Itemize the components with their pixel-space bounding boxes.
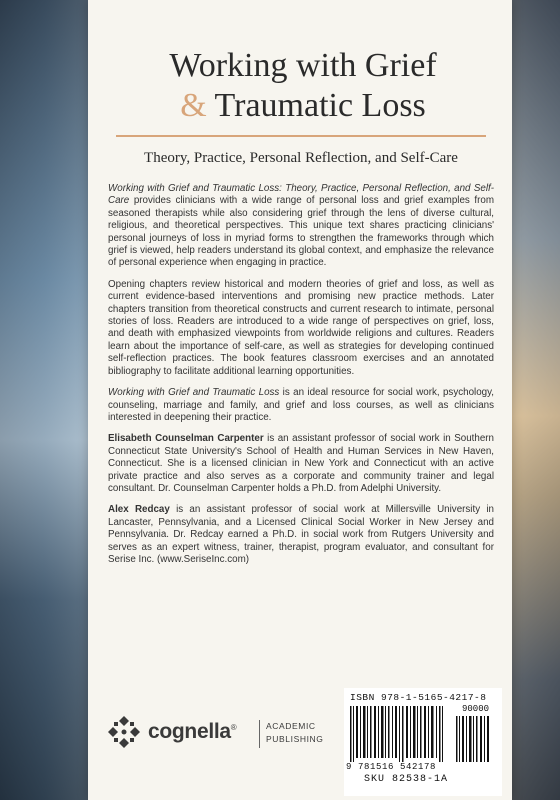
division-line-1: ACADEMIC <box>266 721 316 731</box>
title-line-1: Working with Grief <box>169 47 437 84</box>
title-line-2 <box>108 86 498 126</box>
description-paragraph <box>108 183 494 270</box>
registered-mark: ® <box>230 723 237 732</box>
description-text: is an ideal resource for social work, psychology, counseling, marriage and family, and grief and loss courses, as well as clinicians interested in deepening their practice. <box>108 387 494 423</box>
book-title-italic: Working with Grief and Traumatic Loss: Theory, Practice, Personal Reflection, and Self-Care <box>108 183 494 207</box>
barcode-addon: 90000 <box>462 704 490 714</box>
publisher-division <box>266 720 336 746</box>
description-text: provides clinicians with a wide range of personal loss and grief examples from seasoned therapists while also considering grief through the lens of diverse cultural, religious, and theoretical perspectives. This unique text shares practicing clinicians' personal journeys of loss in myriad forms to strengthen the frameworks through which grief is viewed, help readers understand its global context, and emphasize the relevance of personal experience when engaging in practice. <box>108 195 494 269</box>
publisher-name-text: cognella <box>148 720 231 743</box>
cognella-mark-icon <box>106 714 142 750</box>
description-paragraph <box>108 387 494 424</box>
publisher-logo <box>106 714 324 754</box>
author-name: Elisabeth Counselman Carpenter <box>108 433 264 445</box>
description-paragraph: Opening chapters review historical and modern theories of grief and loss, as well as current evidence-based interventions and promising new practice methods. Later chapters transition from theoretical constructs and current research to intimate, personal stories of loss. Readers are introduced to a wide range of perspectives on grief, loss, and death with emphasized viewpoints from worldwide religions and cultures. Readers learn about the importance of self-care, as well as strategies for developing continued self-reflection practices. The book features classroom exercises and an annotated bibliography to facilitate additional learning opportunities. <box>108 278 494 377</box>
isbn-text: ISBN 978-1-5165-4217-8 <box>350 692 487 703</box>
logo-divider <box>259 720 260 748</box>
background-seascape-left <box>0 0 95 800</box>
barcode-digits: 9 781516 542178 <box>346 762 437 772</box>
author-bio <box>108 504 494 566</box>
title-ampersand: & <box>180 87 207 124</box>
sku-text: SKU 82538-1A <box>364 774 449 785</box>
title-line-2-text: Traumatic Loss <box>214 87 426 124</box>
author-name: Alex Redcay <box>108 504 170 516</box>
book-title <box>108 46 498 126</box>
back-cover-panel <box>88 0 512 800</box>
author-bio-text: is an assistant professor of social work at Millersville University in Lancaster, Pennsylvania, and a Licensed Clinical Social Worker in New Jersey and Pennsylvania. Dr. Redcay earned a Ph.D. in social work from Rutgers University and serves as an expert witness, trainer, therapist, program evaluator, and consultant for Serise Inc. (www.SeriseInc.com) <box>108 504 494 565</box>
book-title-italic: Working with Grief and Traumatic Loss <box>108 387 280 399</box>
title-divider <box>116 135 486 137</box>
book-subtitle: Theory, Practice, Personal Reflection, and Self-Care <box>144 150 458 166</box>
division-line-2: PUBLISHING <box>266 734 324 744</box>
book-description <box>108 183 494 575</box>
barcode-icon <box>348 706 498 762</box>
publisher-name <box>148 720 236 744</box>
author-bio-text: is an assistant professor of social work in Southern Connecticut State University's School of Health and Human Services in New Haven, Connecticut. She is a licensed clinician in New York and Connecticut with an active private practice and also serves as a corporate and community trainer and legal consultant. Dr. Counselman Carpenter holds a Ph.D. from Adelphi University. <box>108 433 494 494</box>
author-bio <box>108 433 494 495</box>
